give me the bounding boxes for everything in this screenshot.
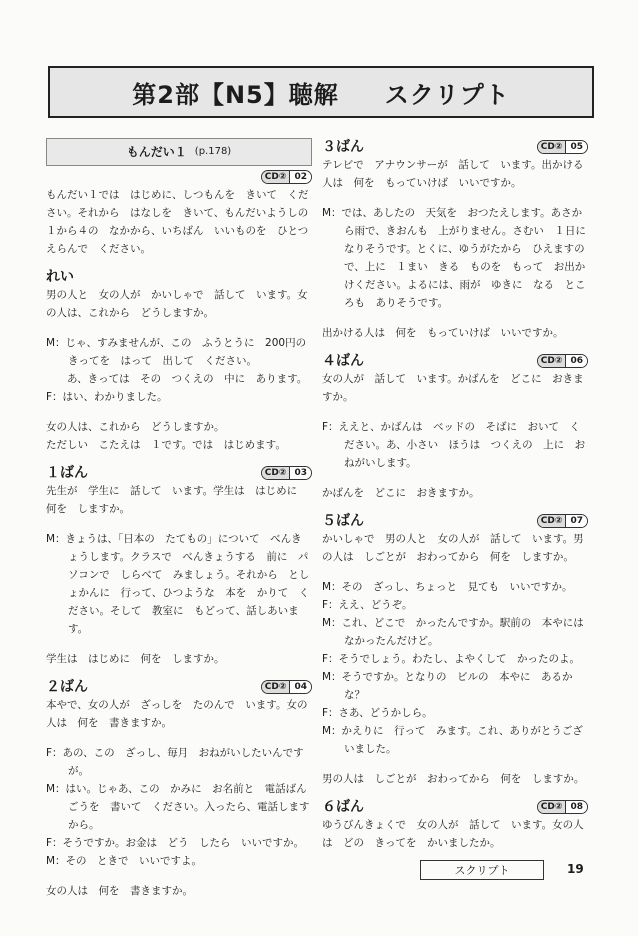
- cd-track-badge: [537, 354, 588, 368]
- cd-track-number: 08: [566, 801, 587, 813]
- rei-dialog-line: あ、きっては その つくえの 中に あります。: [46, 373, 308, 385]
- ban1-title: １ばん: [46, 465, 88, 481]
- ban5-repeat-question: 男の人は しごとが おわってから 何を しますか。: [322, 773, 585, 785]
- left-column: [46, 138, 319, 900]
- ban1-dialog-line: M：きょうは、「日本の たてもの」について べんきょうします。クラスで べんきょうする 前に パソコンで しらべて みましょう。それから としょかんに 行って、ひつような 本を かりて ください。そして 教室に もどって、話しあいます。: [46, 533, 310, 635]
- rei-question: 男の人と 女の人が かいしゃで 話して います。女の人は、これから どうしますか。: [46, 289, 308, 319]
- ban5-question: かいしゃで 男の人と 女の人が 話して います。男の人は しごとが おわってから 何を しますか。: [322, 533, 584, 563]
- ban5-dialog-line: M：その ざっし、ちょっと 見ても いいですか。: [322, 581, 573, 593]
- ban1-repeat-question: 学生は はじめに 何を しますか。: [46, 653, 225, 665]
- ban4-question: 女の人が 話して います。かばんを どこに おきますか。: [322, 373, 584, 403]
- ban2-repeat-question: 女の人は 何を 書きますか。: [46, 885, 193, 897]
- rei-closing: ただしい こたえは １です。では はじめます。: [46, 439, 286, 451]
- ban4-title: ４ばん: [322, 353, 364, 369]
- page-number: 19: [567, 862, 584, 876]
- ban4-dialog-line: F：ええと、かばんは ベッドの そばに おいて ください。あ、小さい ほうは つくえの 上に おねがいします。: [322, 421, 586, 469]
- ban3-repeat-question: 出かける人は 何を もっていけば いいですか。: [322, 327, 564, 339]
- cd-track-badge: [261, 680, 312, 694]
- ban5-title: ５ばん: [322, 513, 364, 529]
- ban3-title: ３ばん: [322, 139, 364, 155]
- cd-track-badge: [537, 140, 588, 154]
- ban2-title: ２ばん: [46, 679, 88, 695]
- ban2-dialog-line: F：そうですか。お金は どう したら いいですか。: [46, 837, 305, 849]
- cd-track-number: 06: [566, 355, 587, 367]
- ban4-repeat-question: かばんを どこに おきますか。: [322, 487, 480, 499]
- cd-icon: CD②: [262, 681, 291, 693]
- ban5-dialog-line: F：さあ、どうかしら。: [322, 707, 433, 719]
- ban1-header: [46, 464, 312, 482]
- ban6-header: [322, 798, 588, 816]
- cd-track-number: 05: [566, 141, 587, 153]
- mondai-instructions: もんだい１では はじめに、しつもんを きいて ください。それから はなしを きいて、もんだいようしの １から４の なかから、いちばん いいものを ひとつ えらんで ください。: [46, 189, 319, 255]
- ban2-dialog-line: M：はい。じゃあ、この かみに お名前と 電話ばんごうを 書いて ください。入ったら、電話しますから。: [46, 783, 310, 831]
- cd-icon: CD②: [538, 141, 567, 153]
- cd-icon: CD②: [538, 355, 567, 367]
- ban3-question: テレビで アナウンサーが 話して います。出かける人は 何を もっていけば いいですか。: [322, 159, 584, 189]
- ban5-header: [322, 512, 588, 530]
- ban6-question: ゆうびんきょくで 女の人が 話して います。女の人は どの きってを かいましたか。: [322, 819, 584, 849]
- rei-header: [46, 268, 312, 286]
- ban2-dialog-line: F：あの、この ざっし、毎月 おねがいしたいんですが。: [46, 747, 304, 777]
- cd-icon: CD②: [262, 467, 291, 479]
- ban5-dialog-line: F：ええ、どうぞ。: [322, 599, 413, 611]
- rei-dialog-line: M：じゃ、すみませんが、この ふうとうに 200円のきってを はって 出して ください。: [46, 337, 307, 367]
- ban3-header: [322, 138, 588, 156]
- page-title-box: [48, 66, 594, 118]
- cd-track-badge: [537, 514, 588, 528]
- cd-track-badge: [537, 800, 588, 814]
- ban4-header: [322, 352, 588, 370]
- rei-title: れい: [46, 269, 74, 285]
- rei-repeat-question: 女の人は、これから どうしますか。: [46, 421, 225, 433]
- ban2-question: 本やで、女の人が ざっしを たのんで います。女の人は 何を 書きますか。: [46, 699, 308, 729]
- ban5-dialog-line: M：かえりに 行って みます。これ、ありがとうございました。: [322, 725, 583, 755]
- ban5-dialog-line: M：そうですか。となりの ビルの 本やに あるかな？: [322, 671, 573, 701]
- cd-track-number: 07: [566, 515, 587, 527]
- mondai-title: もんだい１: [126, 145, 187, 159]
- right-column: [322, 138, 597, 852]
- page-title-script: スクリプト: [384, 80, 510, 109]
- ban2-header: [46, 678, 312, 696]
- ban5-dialog-line: M：これ、どこで かったんですか。駅前の 本やには なかったんだけど。: [322, 617, 595, 647]
- ban5-dialog-line: F：そうでしょう。わたし、よやくして かったのよ。: [322, 653, 581, 665]
- cd-icon: CD②: [262, 171, 291, 183]
- footer-section-label: スクリプト: [420, 860, 544, 880]
- cd-track-number: 03: [290, 467, 311, 479]
- ban1-question: 先生が 学生に 話して います。学生は はじめに 何を しますか。: [46, 485, 308, 515]
- mondai-header: [46, 138, 312, 166]
- cd-track-number: 02: [290, 171, 311, 183]
- cd-icon: CD②: [538, 801, 567, 813]
- cd-track-number: 04: [290, 681, 311, 693]
- page-title: 第2部【N5】聴解: [132, 80, 339, 109]
- mondai-page-ref: (p.178): [194, 146, 232, 157]
- ban6-title: ６ばん: [322, 799, 364, 815]
- cd-icon: CD②: [538, 515, 567, 527]
- mondai-cd-row: [46, 170, 312, 184]
- ban3-dialog-line: M：では、あしたの 天気を おつたえします。あさから雨で、きおんも 上がりません。さむい １日に なりそうです。とくに、ゆうがたから ひえますので、上に １まい きる ものを もって お出かけください。よるには、雨が ゆきに なる ところも ありそうです。: [322, 207, 597, 309]
- ban2-dialog-line: M：その ときで いいですよ。: [46, 855, 203, 867]
- cd-track-badge: [261, 466, 312, 480]
- rei-dialog-line: F：はい、わかりました。: [46, 391, 168, 403]
- cd-track-badge: [261, 170, 312, 184]
